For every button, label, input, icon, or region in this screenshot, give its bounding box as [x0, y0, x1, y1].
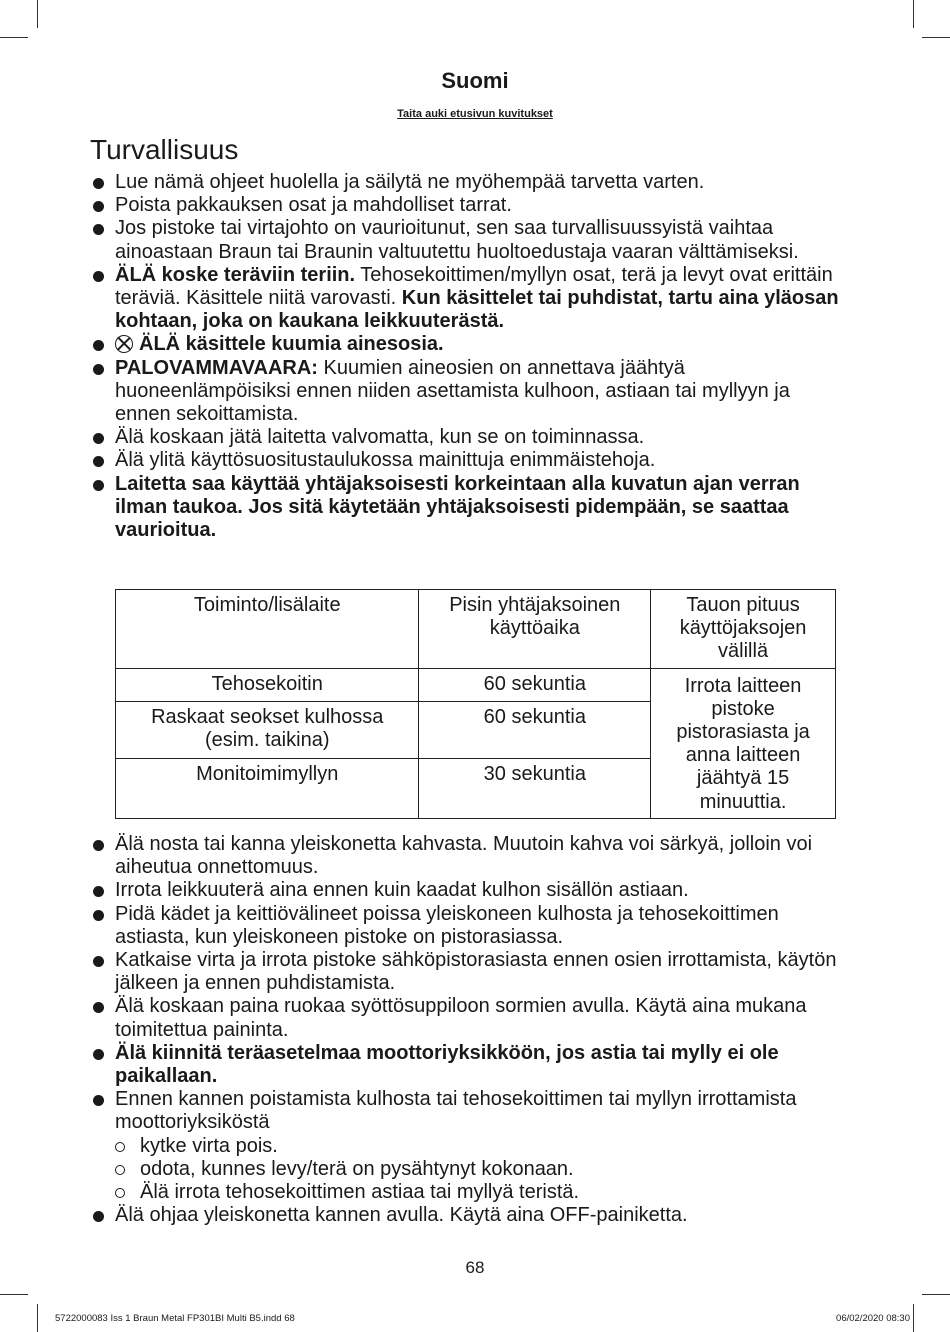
list-item: Älä nosta tai kanna yleiskonetta kahvasta. Muutoin kahva voi särkyä, jolloin voi aiheutua onnettomuus. [90, 833, 850, 879]
list-item: Älä koskaan jätä laitetta valvomatta, kun se on toiminnassa. [90, 426, 850, 449]
safety-list-2 [90, 833, 850, 1227]
list-item: Irrota leikkuuterä aina ennen kuin kaadat kulhon sisällön astiaan. [90, 879, 850, 902]
table-cell: Monitoimimyllyn [116, 758, 419, 818]
list-item: PALOVAMMAVAARA: Kuumien aineosien on annettava jäähtyä huoneenlämpöisiksi ennen niiden asettamista kulhoon, astiaan tai myllyyn ja ennen sekoittamista. [90, 357, 850, 427]
crop-mark [913, 0, 914, 28]
table-cell: Raskaat seokset kulhossa (esim. taikina) [116, 701, 419, 758]
list-item: Katkaise virta ja irrota pistoke sähköpistorasiasta ennen osien irrottamista, käytön jälkeen ja ennen puhdistamista. [90, 949, 850, 995]
page-number: 68 [465, 1258, 485, 1277]
table-cell: 60 sekuntia [419, 701, 651, 758]
crop-mark [0, 1294, 28, 1295]
rest-period-cell: Irrota laitteen pistoke pistorasiasta ja anna laitteen jäähtyä 15 minuuttia. [651, 668, 836, 818]
print-timestamp: 06/02/2020 08:30 [836, 1313, 910, 1324]
list-item: ÄLÄ käsittele kuumia ainesosia. [90, 333, 850, 356]
table-header-row [116, 590, 836, 669]
crop-mark [913, 1304, 914, 1332]
table-cell: 60 sekuntia [419, 668, 651, 701]
crop-mark [37, 1304, 38, 1332]
sub-list [115, 1135, 850, 1205]
page-language-title: Suomi [441, 68, 509, 93]
list-item: Lue nämä ohjeet huolella ja säilytä ne myöhempää tarvetta varten. [90, 171, 850, 194]
list-item: Poista pakkauksen osat ja mahdolliset tarrat. [90, 194, 850, 217]
list-item: Älä ylitä käyttösuositustaulukossa mainittuja enimmäistehoja. [90, 449, 850, 472]
sub-list-item: Älä irrota tehosekoittimen astiaa tai myllyä teristä. [115, 1181, 850, 1204]
column-header: Tauon pituus käyttöjaksojen välillä [651, 590, 836, 669]
crop-mark [922, 1294, 950, 1295]
list-item: Laitetta saa käyttää yhtäjaksoisesti korkeintaan alla kuvatun ajan verran ilman taukoa. Jos sitä käytetään yhtäjaksoisesti pidempään, se saattaa vaurioitua. [90, 473, 850, 543]
list-item: ÄLÄ koske teräviin teriin. Tehosekoittimen/myllyn osat, terä ja levyt ovat erittäin teräviä. Käsittele niitä varovasti. Kun käsittelet tai puhdistat, tartu aina yläosan kohtaan, joka on kaukana leikkuuterästä. [90, 264, 850, 334]
fold-out-note: Taita auki etusivun kuvitukset [397, 108, 553, 120]
list-item: Älä koskaan paina ruokaa syöttösuppiloon sormien avulla. Käytä aina mukana toimitettua paininta. [90, 995, 850, 1041]
section-title: Turvallisuus [90, 134, 239, 165]
crop-mark [37, 0, 38, 28]
table-cell: 30 sekuntia [419, 758, 651, 818]
safety-list [90, 171, 850, 542]
column-header: Pisin yhtäjaksoinen käyttöaika [419, 590, 651, 669]
list-item: Älä kiinnitä teräasetelmaa moottoriyksikköön, jos astia tai mylly ei ole paikallaan. [90, 1042, 850, 1088]
list-item: Jos pistoke tai virtajohto on vaurioitunut, sen saa turvallisuussyistä vaihtaa ainoastaan Braun tai Braunin valtuutettu huoltoedustaja vaaran välttämiseksi. [90, 217, 850, 263]
crop-mark [0, 37, 28, 38]
print-file-info: 5722000083 Iss 1 Braun Metal FP301BI Multi B5.indd 68 [55, 1313, 295, 1324]
list-item: Ennen kannen poistamista kulhosta tai tehosekoittimen tai myllyn irrottamista moottoriyksiköstä kytke virta pois. odota, kunnes levy/terä on pysähtynyt kokonaan. Älä irrota tehosekoittimen astiaa tai myllyä teristä. [90, 1088, 850, 1204]
sub-list-item: kytke virta pois. [115, 1135, 850, 1158]
no-hot-ingredients-icon [115, 335, 133, 353]
column-header: Toiminto/lisälaite [116, 590, 419, 669]
sub-list-item: odota, kunnes levy/terä on pysähtynyt kokonaan. [115, 1158, 850, 1181]
list-item: Pidä kädet ja keittiövälineet poissa yleiskoneen kulhosta ja tehosekoittimen astiasta, kun yleiskoneen pistoke on pistorasiassa. [90, 903, 850, 949]
list-item: Älä ohjaa yleiskonetta kannen avulla. Käytä aina OFF-painiketta. [90, 1204, 850, 1227]
table-cell: Tehosekoitin [116, 668, 419, 701]
table-row [116, 668, 836, 701]
usage-limits-table [115, 589, 836, 819]
crop-mark [922, 37, 950, 38]
